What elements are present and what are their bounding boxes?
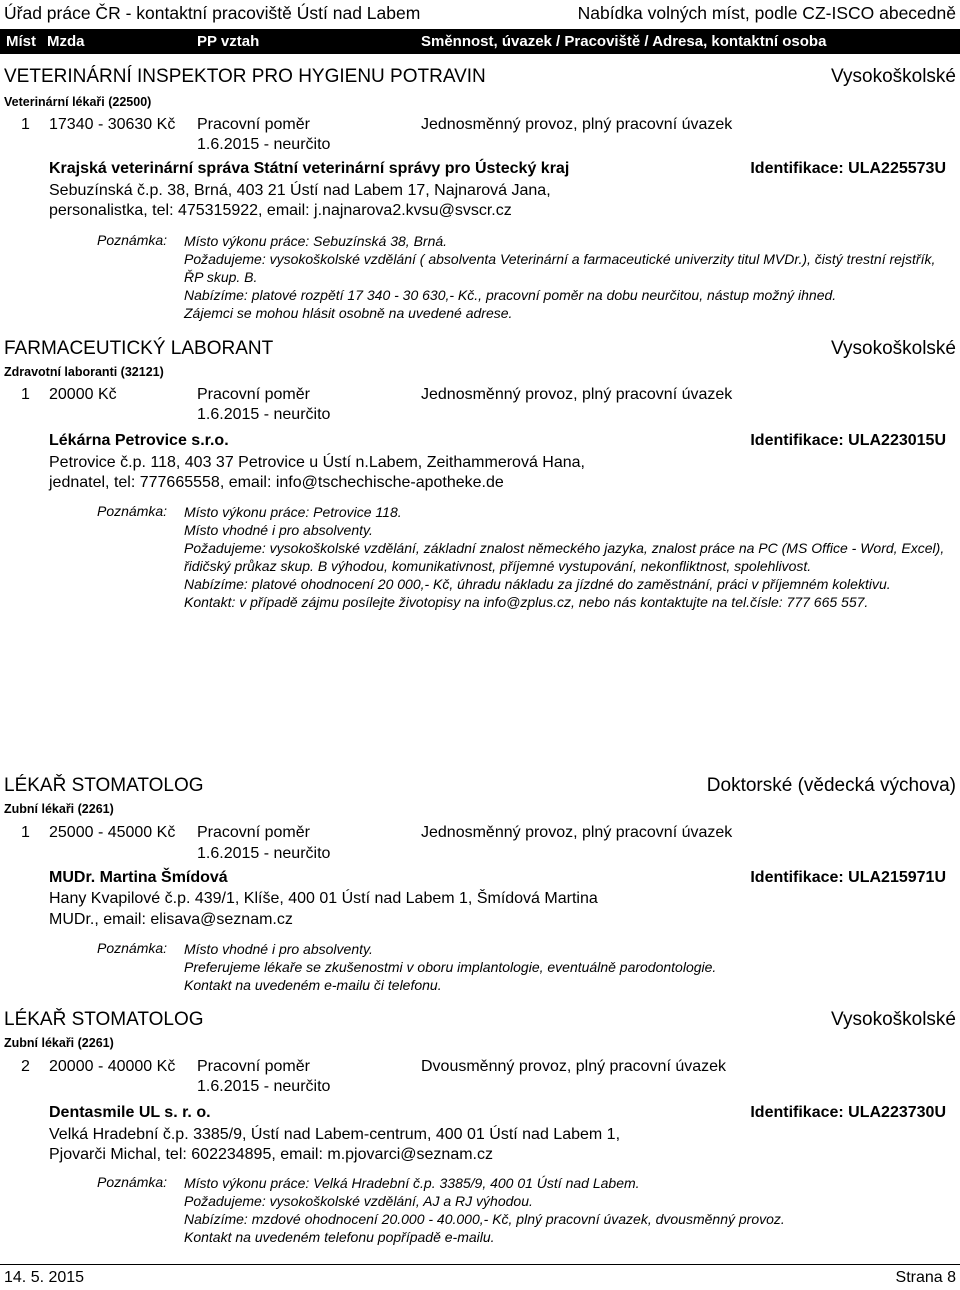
col-details: Směnnost, úvazek / Pracoviště / Adresa, kontaktní osoba bbox=[421, 33, 827, 50]
address-line: Velká Hradební č.p. 3385/9, Ústí nad Labem-centrum, 400 01 Ústí nad Labem 1, bbox=[49, 1126, 621, 1143]
employer-name: Lékárna Petrovice s.r.o. bbox=[49, 432, 229, 449]
salary: 17340 - 30630 Kč bbox=[49, 116, 176, 133]
employment-relation: Pracovní poměr bbox=[197, 824, 310, 841]
contact-line: jednatel, tel: 777665558, email: info@tschechische-apotheke.de bbox=[49, 474, 504, 491]
note-line: Požadujeme: vysokoškolské vzdělání, základní znalost německého jazyka, znalost práce na PC (MS Office - Word, Excel), řidičský průkaz skup. B výhodou, komunikativnost, příjemné vystupování, nekonfliktnost, spolehlivost. bbox=[184, 540, 945, 574]
note-line: Nabízíme: mzdové ohodnocení 20.000 - 40.000,- Kč, plný pracovní úvazek, dvousměnný provoz. bbox=[184, 1211, 785, 1227]
note-label: Poznámka: bbox=[97, 232, 168, 248]
note-line: Nabízíme: platové rozpětí 17 340 - 30 630,- Kč., pracovní poměr na dobu neurčitou, nástup možný ihned. bbox=[184, 287, 837, 303]
note-line: Zájemci se mohou hlásit osobně na uvedené adrese. bbox=[184, 305, 513, 321]
employment-relation: Pracovní poměr bbox=[197, 386, 310, 403]
note-line: Kontakt na uvedeném telefonu popřípadě e-mailu. bbox=[184, 1229, 495, 1245]
education-level: Vysokoškolské bbox=[831, 338, 956, 359]
note-line: Místo vhodné i pro absolventy. bbox=[184, 941, 373, 957]
note-label: Poznámka: bbox=[97, 1174, 168, 1190]
shift-type: Dvousměnný provoz, plný pracovní úvazek bbox=[421, 1058, 727, 1075]
note-line: Místo vhodné i pro absolventy. bbox=[184, 522, 373, 538]
education-level: Doktorské (vědecká výchova) bbox=[706, 775, 956, 796]
note-line: Preferujeme lékaře se zkušenostmi v oboru implantologie, eventuálně parodontologie. bbox=[184, 959, 717, 975]
employer-name: MUDr. Martina Šmídová bbox=[49, 869, 228, 886]
footer-date: 14. 5. 2015 bbox=[4, 1269, 85, 1286]
footer-divider bbox=[0, 1264, 960, 1265]
shift-type: Jednosměnný provoz, plný pracovní úvazek bbox=[421, 116, 733, 133]
job-category: Zubní lékaři (2261) bbox=[4, 1036, 114, 1050]
job-id: Identifikace: ULA223015U bbox=[750, 432, 946, 449]
job-id: Identifikace: ULA223730U bbox=[750, 1104, 946, 1121]
education-level: Vysokoškolské bbox=[831, 66, 956, 87]
positions-count: 1 bbox=[21, 824, 30, 841]
employment-period: 1.6.2015 - neurčito bbox=[197, 1078, 331, 1095]
job-category: Veterinární lékaři (22500) bbox=[4, 95, 152, 109]
address-line: Sebuzínská č.p. 38, Brná, 403 21 Ústí nad Labem 17, Najnarová Jana, bbox=[49, 182, 551, 199]
positions-count: 1 bbox=[21, 116, 30, 133]
col-salary: Mzda bbox=[47, 33, 85, 50]
note-line: Požadujeme: vysokoškolské vzdělání ( absolventa Veterinární a farmaceutické univerzity titul MVDr.), čistý trestní rejstřík, ŘP skup. B. bbox=[184, 251, 936, 285]
job-title: FARMACEUTICKÝ LABORANT bbox=[4, 338, 274, 359]
note-line: Kontakt: v případě zájmu posílejte životopisy na info@zplus.cz, nebo nás kontaktujte na tel.čísle: 777 665 557. bbox=[184, 594, 869, 610]
education-level: Vysokoškolské bbox=[831, 1009, 956, 1030]
job-category: Zubní lékaři (2261) bbox=[4, 802, 114, 816]
salary: 25000 - 45000 Kč bbox=[49, 824, 176, 841]
employment-relation: Pracovní poměr bbox=[197, 1058, 310, 1075]
job-id: Identifikace: ULA215971U bbox=[750, 869, 946, 886]
page-number: Strana 8 bbox=[895, 1269, 956, 1286]
col-positions: Míst bbox=[6, 33, 36, 50]
job-id: Identifikace: ULA225573U bbox=[750, 160, 946, 177]
job-title: LÉKAŘ STOMATOLOG bbox=[4, 775, 204, 796]
salary: 20000 Kč bbox=[49, 386, 117, 403]
job-title: LÉKAŘ STOMATOLOG bbox=[4, 1009, 204, 1030]
col-relation: PP vztah bbox=[197, 33, 260, 50]
shift-type: Jednosměnný provoz, plný pracovní úvazek bbox=[421, 824, 733, 841]
note-label: Poznámka: bbox=[97, 503, 168, 519]
contact-line: Pjovarči Michal, tel: 602234895, email: m.pjovarci@seznam.cz bbox=[49, 1146, 493, 1163]
list-description: Nabídka volných míst, podle CZ-ISCO abecedně bbox=[577, 3, 956, 23]
contact-line: personalistka, tel: 475315922, email: j.najnarova2.kvsu@svscr.cz bbox=[49, 202, 512, 219]
employment-period: 1.6.2015 - neurčito bbox=[197, 845, 331, 862]
salary: 20000 - 40000 Kč bbox=[49, 1058, 176, 1075]
note-line: Místo výkonu práce: Petrovice 118. bbox=[184, 504, 402, 520]
note-text bbox=[184, 1174, 954, 1246]
note-line: Požadujeme: vysokoškolské vzdělání, AJ a RJ výhodou. bbox=[184, 1193, 533, 1209]
address-line: Hany Kvapilové č.p. 439/1, Klíše, 400 01 Ústí nad Labem 1, Šmídová Martina bbox=[49, 890, 598, 907]
office-title: Úřad práce ČR - kontaktní pracoviště Ústí nad Labem bbox=[4, 3, 421, 23]
note-text bbox=[184, 503, 954, 611]
positions-count: 2 bbox=[21, 1058, 30, 1075]
shift-type: Jednosměnný provoz, plný pracovní úvazek bbox=[421, 386, 733, 403]
positions-count: 1 bbox=[21, 386, 30, 403]
contact-line: MUDr., email: elisava@seznam.cz bbox=[49, 911, 293, 928]
note-text bbox=[184, 232, 954, 322]
note-line: Nabízíme: platové ohodnocení 20 000,- Kč, úhradu nákladu za jízdné do zaměstnání, práci v příjemném kolektivu. bbox=[184, 576, 891, 592]
note-line: Kontakt na uvedeném e-mailu či telefonu. bbox=[184, 977, 442, 993]
note-text bbox=[184, 940, 954, 994]
employment-period: 1.6.2015 - neurčito bbox=[197, 136, 331, 153]
address-line: Petrovice č.p. 118, 403 37 Petrovice u Ústí n.Labem, Zeithammerová Hana, bbox=[49, 454, 585, 471]
note-line: Místo výkonu práce: Sebuzínská 38, Brná. bbox=[184, 233, 448, 249]
job-title: VETERINÁRNÍ INSPEKTOR PRO HYGIENU POTRAVIN bbox=[4, 66, 486, 87]
employer-name: Krajská veterinární správa Státní veterinární správy pro Ústecký kraj bbox=[49, 160, 570, 177]
column-header-bar bbox=[0, 29, 960, 54]
employment-relation: Pracovní poměr bbox=[197, 116, 310, 133]
employer-name: Dentasmile UL s. r. o. bbox=[49, 1104, 211, 1121]
job-category: Zdravotní laboranti (32121) bbox=[4, 365, 164, 379]
employment-period: 1.6.2015 - neurčito bbox=[197, 406, 331, 423]
note-label: Poznámka: bbox=[97, 940, 168, 956]
note-line: Místo výkonu práce: Velká Hradební č.p. 3385/9, 400 01 Ústí nad Labem. bbox=[184, 1175, 640, 1191]
